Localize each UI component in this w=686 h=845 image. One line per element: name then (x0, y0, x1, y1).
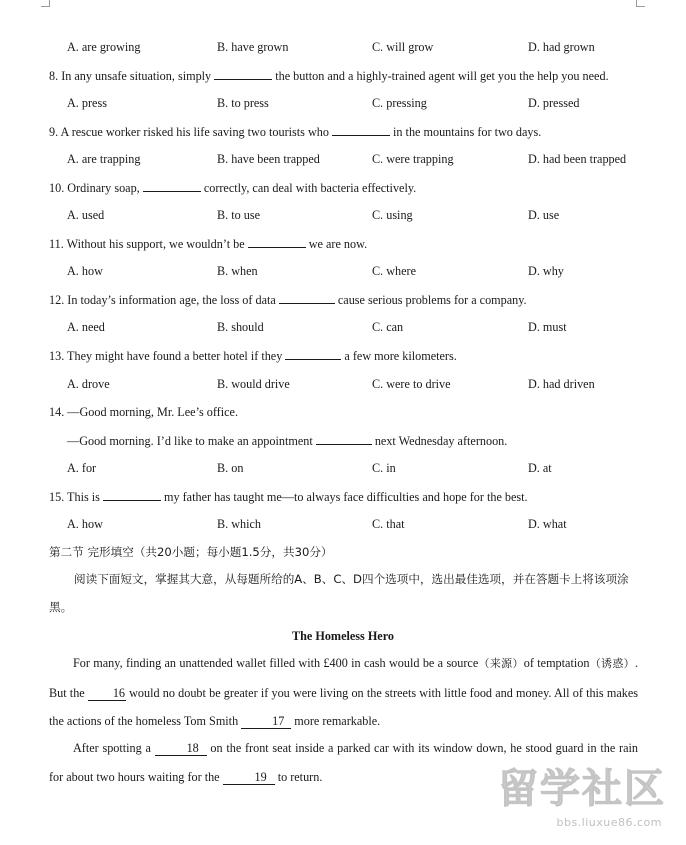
q9-options (0, 152, 686, 166)
crop-mark-right-h (637, 6, 645, 7)
answer-blank (279, 292, 335, 304)
q11-option-d: D. why (528, 264, 564, 278)
watermark-logo: 留学社区 (498, 766, 666, 812)
crop-mark-left-h (41, 6, 49, 7)
q14-options (0, 461, 686, 475)
cloze-blank-17: 17 (241, 715, 291, 729)
q14-option-a: A. for (67, 461, 97, 475)
q12-option-b: B. should (217, 320, 264, 334)
q15-option-b: B. which (217, 517, 262, 531)
q8-option-d: D. pressed (528, 96, 580, 110)
q11-options (0, 264, 686, 278)
question-10 (49, 180, 416, 195)
cloze-blank-19: 19 (223, 771, 275, 785)
question-15 (49, 489, 528, 504)
question-13-stem-end: a few more kilometers. (341, 349, 457, 363)
question-8-stem-end: the button and a highly-trained agent will get you the help you need. (272, 69, 609, 83)
question-15-stem-start: 15. This is (49, 490, 103, 504)
q13-option-d: D. had driven (528, 377, 595, 391)
q10-option-d: D. use (528, 208, 560, 222)
p2-text-3: to return. (274, 769, 323, 784)
cloze-blank-18: 18 (155, 742, 207, 756)
q8-option-c: C. pressing (372, 96, 427, 110)
answer-blank (143, 180, 201, 192)
q7-option-a: A. are growing (67, 40, 141, 54)
answer-blank (332, 124, 390, 136)
question-14-stem-end: next Wednesday afternoon. (371, 434, 508, 448)
q14-option-c: C. in (372, 461, 396, 475)
question-12-stem-end: cause serious problems for a company. (334, 293, 527, 307)
q15-option-c: C. that (372, 517, 405, 531)
question-15-stem-end: my father has taught me—to always face difficulties and hope for the best. (160, 490, 528, 504)
q10-options (0, 208, 686, 222)
q15-option-d: D. what (528, 517, 567, 531)
p1-text-2: of temptation (523, 656, 590, 670)
q9-option-d: D. had been trapped (528, 152, 627, 166)
section-instructions: 阅读下面短文，掌握其大意，从每题所给的A、B、C、D四个选项中，选出最佳选项，并在答题卡上将该项涂黑。 (49, 572, 629, 614)
q9-option-a: A. are trapping (67, 152, 141, 166)
q12-options (0, 320, 686, 334)
q14-option-d: D. at (528, 461, 552, 475)
q13-option-a: A. drove (67, 377, 110, 391)
q12-option-c: C. can (372, 320, 404, 334)
q10-option-c: C. using (372, 208, 413, 222)
q9-option-b: B. have been trapped (217, 152, 320, 166)
q7-option-c: C. will grow (372, 40, 434, 54)
q7-option-d: D. had grown (528, 40, 595, 54)
answer-blank (316, 433, 372, 445)
q13-option-c: C. were to drive (372, 377, 451, 391)
q12-option-d: D. must (528, 320, 567, 334)
p2-text-2: on the front seat inside a parked car with its window down, he stood guard in the rain for about two hours waiting for the (49, 741, 638, 784)
passage-paragraph-1 (49, 649, 638, 736)
q8-options (0, 96, 686, 110)
q11-option-c: C. where (372, 264, 416, 278)
question-11-stem-end: we are now. (305, 237, 368, 251)
question-13-stem-start: 13. They might have found a better hotel if they (49, 349, 286, 363)
p1-text-3: . But the (49, 656, 638, 700)
q7-option-b: B. have grown (217, 40, 289, 54)
answer-blank (248, 236, 306, 248)
q15-options (0, 517, 686, 531)
q12-option-a: A. need (67, 320, 105, 334)
question-14-line-1: 14. —Good morning, Mr. Lee’s office. (49, 405, 238, 419)
p1-text-4: would no doubt be greater if you were living on the streets with little food and money. All of this makes the actions of the homeless Tom Smith (49, 685, 639, 728)
q10-option-b: B. to use (217, 208, 260, 222)
q14-option-b: B. on (217, 461, 244, 475)
question-13 (49, 348, 457, 363)
question-14-line-2 (67, 433, 507, 448)
answer-blank (214, 68, 272, 80)
watermark (498, 757, 670, 831)
question-8 (49, 68, 609, 83)
p2-text-1: After spotting a (73, 741, 155, 755)
q9-option-c: C. were trapping (372, 152, 454, 166)
q8-option-b: B. to press (217, 96, 269, 110)
q15-option-a: A. how (67, 517, 103, 531)
answer-blank (103, 489, 161, 501)
p1-gloss-temptation: （诱惑） (589, 657, 635, 670)
question-9 (49, 124, 541, 139)
question-12 (49, 292, 527, 307)
passage-title: The Homeless Hero (292, 629, 394, 643)
p1-text-5: more remarkable. (291, 714, 381, 728)
q10-option-a: A. used (67, 208, 105, 222)
answer-blank (285, 348, 341, 360)
q13-option-b: B. would drive (217, 377, 290, 391)
q11-option-a: A. how (67, 264, 103, 278)
question-11 (49, 236, 367, 251)
question-14-stem-start: —Good morning. I’d like to make an appointment (67, 434, 316, 448)
p1-text-1: For many, finding an unattended wallet filled with £400 in cash would be a source (73, 656, 479, 670)
q7-options (0, 40, 686, 54)
question-9-stem-end: in the mountains for two days. (389, 125, 542, 139)
section-heading: 第二节 完形填空（共20小题；每小题1.5分，共30分） (49, 545, 333, 559)
question-12-stem-start: 12. In today’s information age, the loss of data (49, 293, 279, 307)
question-10-stem-end: correctly, can deal with bacteria effectively. (200, 181, 417, 195)
question-10-stem-start: 10. Ordinary soap, (49, 181, 143, 195)
question-9-stem-start: 9. A rescue worker risked his life saving two tourists who (49, 125, 332, 139)
q13-options (0, 377, 686, 391)
crop-mark-left (49, 0, 50, 7)
p1-gloss-source: （来源） (478, 657, 524, 670)
question-8-stem-start: 8. In any unsafe situation, simply (49, 69, 215, 83)
q8-option-a: A. press (67, 96, 107, 110)
watermark-url: bbs.liuxue86.com (556, 816, 662, 829)
q11-option-b: B. when (217, 264, 258, 278)
question-11-stem-start: 11. Without his support, we wouldn’t be (49, 237, 248, 251)
cloze-blank-16: 16 (88, 687, 126, 701)
